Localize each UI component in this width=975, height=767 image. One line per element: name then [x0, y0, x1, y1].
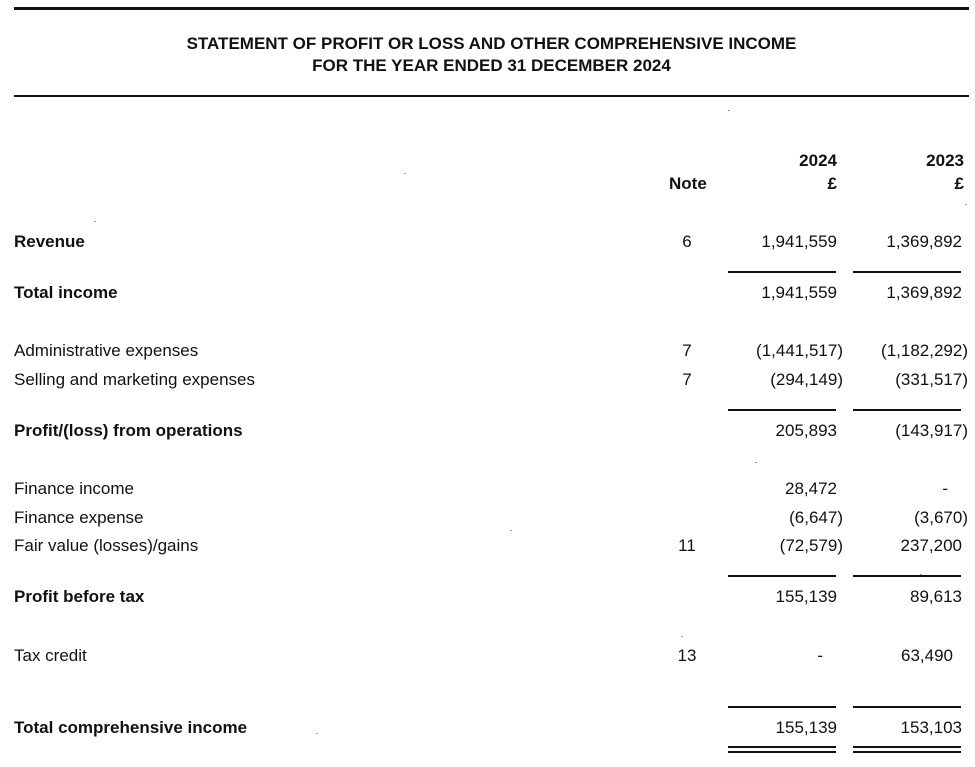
subtotal-rule-2023: [853, 409, 961, 411]
admin-expenses-2024: (1,441,517): [756, 341, 843, 360]
scan-speck: [316, 733, 318, 734]
profit-before-tax-label: Profit before tax: [14, 587, 145, 606]
revenue-2024: 1,941,559: [761, 232, 837, 251]
total-rule-2024: [728, 706, 836, 708]
selling-expenses-label: Selling and marketing expenses: [14, 370, 255, 389]
revenue-2023: 1,369,892: [886, 232, 962, 251]
tax-credit-2023: 63,490: [901, 646, 953, 665]
selling-expenses-note: 7: [682, 370, 692, 389]
total-comprehensive-income-2024: 155,139: [775, 718, 837, 737]
subtotal-rule-2024: [728, 271, 836, 273]
finance-expense-label: Finance expense: [14, 508, 144, 527]
tax-credit-note: 13: [677, 646, 697, 665]
note-column-header: Note: [669, 174, 707, 193]
year-2023-header: 2023: [926, 151, 964, 170]
statement-period: FOR THE YEAR ENDED 31 DECEMBER 2024: [312, 56, 671, 75]
fair-value-2024: (72,579): [779, 536, 843, 555]
double-underline-2023-a: [853, 746, 961, 748]
tax-credit-2024: -: [817, 646, 823, 665]
admin-expenses-label: Administrative expenses: [14, 341, 199, 360]
total-income-2023: 1,369,892: [886, 283, 962, 302]
operations-2023: (143,917): [895, 421, 968, 440]
header-rule: [14, 95, 969, 97]
fair-value-note: 11: [678, 536, 696, 555]
scan-speck: [681, 636, 683, 637]
statement-title: STATEMENT OF PROFIT OR LOSS AND OTHER COMPREHENSIVE INCOME: [186, 34, 797, 53]
finance-expense-2023: (3,670): [914, 508, 968, 527]
finance-income-label: Finance income: [14, 479, 135, 498]
currency-2023-header: £: [954, 174, 964, 193]
tax-credit-label: Tax credit: [14, 646, 87, 665]
revenue-label: Revenue: [14, 232, 85, 251]
currency-2024-header: £: [827, 174, 837, 193]
year-2024-header: 2024: [799, 151, 837, 170]
subtotal-rule-2023: [853, 575, 961, 577]
finance-expense-2024: (6,647): [789, 508, 843, 527]
subtotal-rule-2023: [853, 271, 961, 273]
scan-speck: [510, 530, 512, 531]
revenue-note: 6: [682, 232, 692, 251]
admin-expenses-note: 7: [682, 341, 692, 360]
total-rule-2023: [853, 706, 961, 708]
total-comprehensive-income-label: Total comprehensive income: [14, 718, 248, 737]
double-underline-2024-b: [728, 751, 836, 753]
double-underline-2024-a: [728, 746, 836, 748]
finance-income-2023: -: [942, 479, 948, 498]
operations-label: Profit/(loss) from operations: [14, 421, 243, 440]
total-income-label: Total income: [14, 283, 118, 302]
total-income-2024: 1,941,559: [761, 283, 837, 302]
selling-expenses-2023: (331,517): [895, 370, 968, 389]
scan-speck: [755, 462, 757, 463]
double-underline-2023-b: [853, 751, 961, 753]
fair-value-label: Fair value (losses)/gains: [14, 536, 199, 555]
admin-expenses-2023: (1,182,292): [881, 341, 968, 360]
scan-speck: [965, 204, 967, 205]
scan-speck: [920, 574, 922, 575]
finance-income-2024: 28,472: [785, 479, 837, 498]
subtotal-rule-2024: [728, 575, 836, 577]
operations-2024: 205,893: [775, 421, 837, 440]
scan-speck: [94, 221, 96, 222]
subtotal-rule-2024: [728, 409, 836, 411]
fair-value-2023: 237,200: [900, 536, 962, 555]
scan-speck: [404, 173, 406, 174]
profit-before-tax-2023: 89,613: [910, 587, 962, 606]
top-rule: [14, 7, 969, 10]
scan-speck: [728, 110, 730, 111]
selling-expenses-2024: (294,149): [770, 370, 843, 389]
profit-before-tax-2024: 155,139: [775, 587, 837, 606]
total-comprehensive-income-2023: 153,103: [900, 718, 962, 737]
